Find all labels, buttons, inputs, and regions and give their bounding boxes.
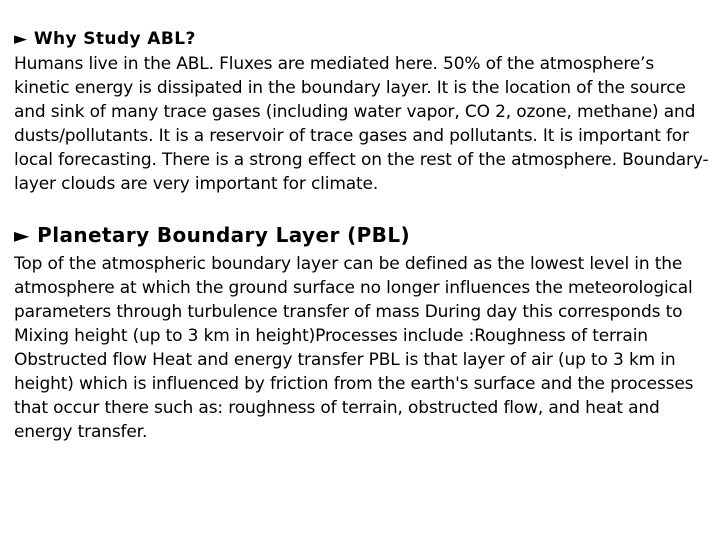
section-heading-why-study-abl — [14, 26, 710, 52]
bullet-arrow-icon: ► — [14, 223, 30, 247]
bullet-arrow-icon: ► — [14, 29, 28, 49]
section-body-why-study-abl: Humans live in the ABL. Fluxes are mediated here. 50% of the atmosphere’s kinetic energy is dissipated in the boundary layer. It is the location of the source and sink of many trace gases (including water vapor, CO 2, ozone, methane) and dusts/pollutants. It is a reservoir of trace gases and pollutants. It is important for local forecasting. There is a strong effect on the rest of the atmosphere. Boundary-layer clouds are very important for climate. — [14, 54, 709, 194]
section-heading-pbl — [14, 220, 710, 250]
slide-content — [14, 26, 710, 444]
heading-text: Why Study ABL? — [33, 29, 196, 49]
section-body-pbl: Top of the atmospheric boundary layer can be defined as the lowest level in the atmosphere at which the ground surface no longer influences the meteorological parameters through turbulence transfer of mass During day this corresponds to Mixing height (up to 3 km in height)Processes include :Roughness of terrain Obstructed flow Heat and energy transfer PBL is that layer of air (up to 3 km in height) which is influenced by friction from the earth's surface and the processes that occur there such as: roughness of terrain, obstructed flow, and heat and energy transfer. — [14, 254, 694, 442]
heading-text: Planetary Boundary Layer (PBL) — [37, 223, 411, 247]
